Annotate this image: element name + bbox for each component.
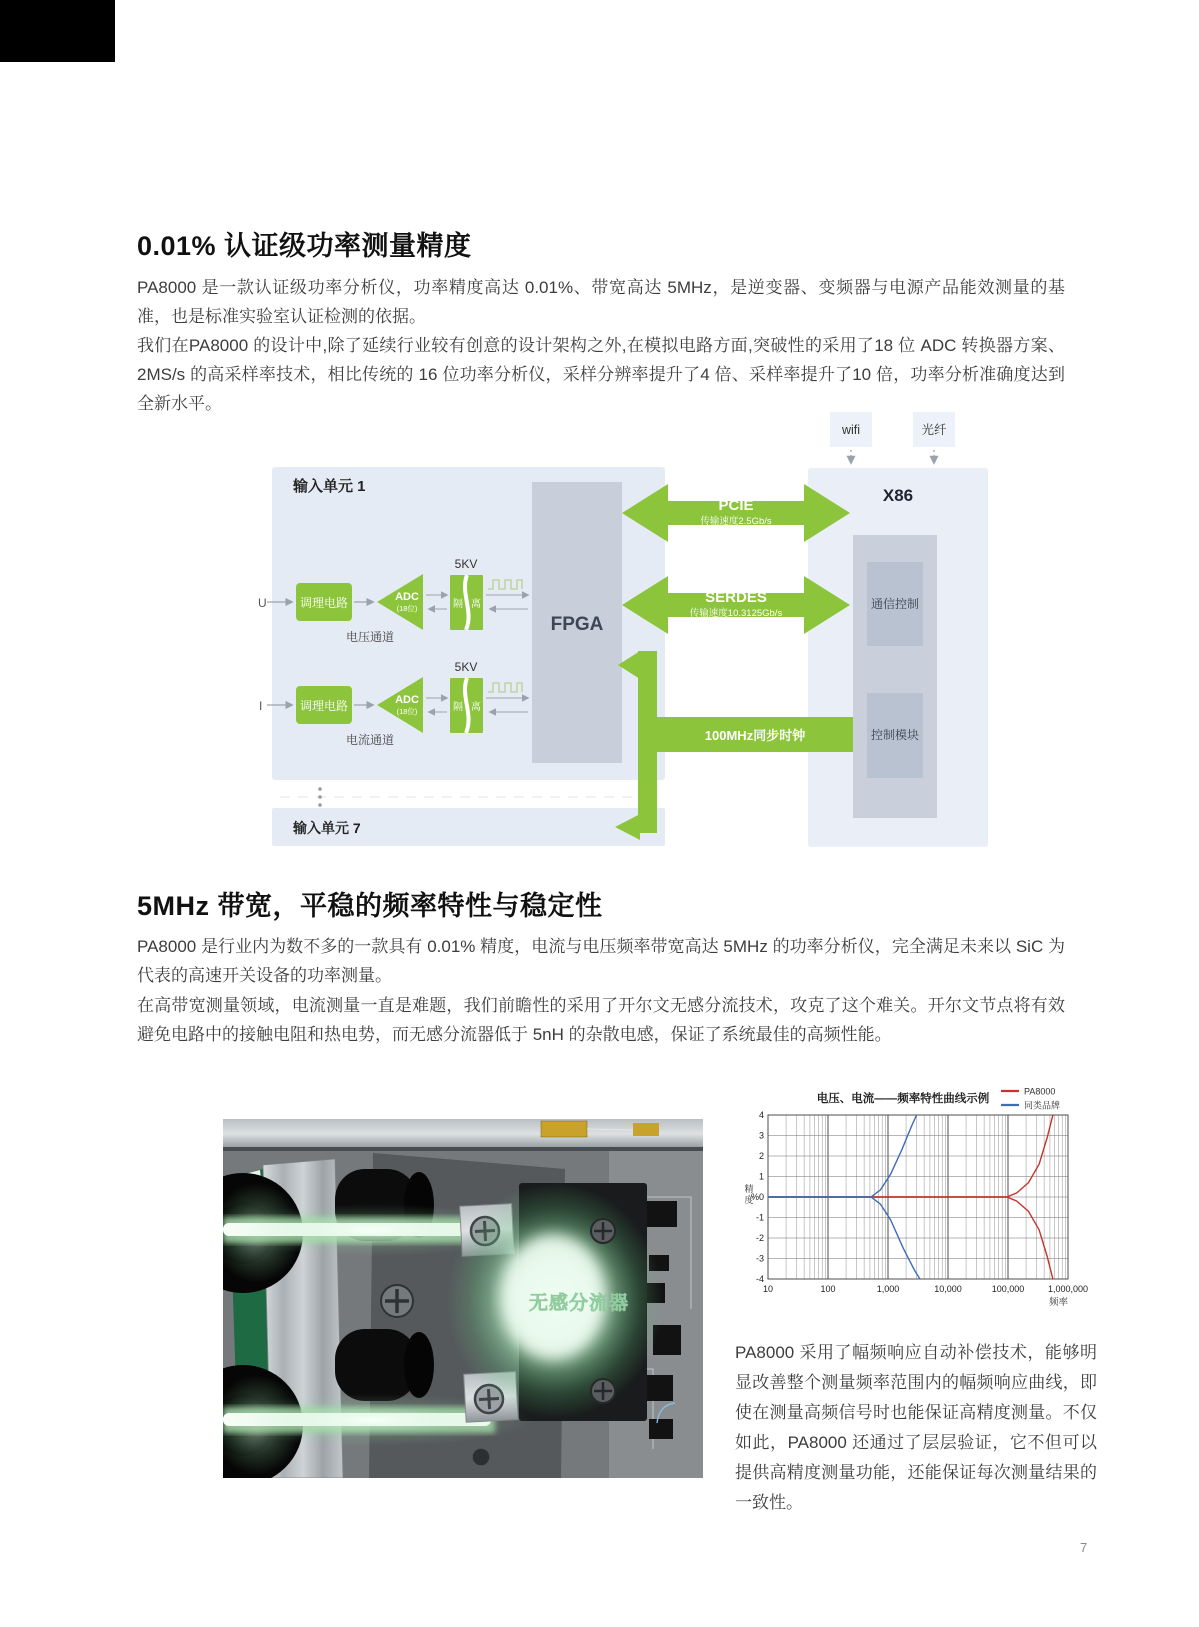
fpga-label: FPGA xyxy=(550,614,604,635)
aside-para: PA8000 采用了幅频响应自动补偿技术，能够明显改善整个测量频率范围内的幅频响应曲线，即使在测量高频信号时也能保证高精度测量。不仅如此，PA8000 还通过了层层验证，它不但可以提供高精度测量功能，还能保证每次测量结果的一致性。 xyxy=(735,1343,1097,1512)
svg-text:10: 10 xyxy=(762,1284,774,1294)
square-wave-glyph xyxy=(488,580,522,589)
fiber-box xyxy=(913,412,955,463)
yellow-connector xyxy=(541,1121,587,1137)
square-wave-glyph xyxy=(488,683,522,692)
svg-text:1,000,000: 1,000,000 xyxy=(1047,1284,1089,1294)
section1-para2: 我们在PA8000 的设计中,除了延续行业较有创意的设计架构之外,在模拟电路方面,突破性的采用了18 位 ADC 转换器方案、2MS/s 的高采样率技术，相比传统的 16 位功率分析仪，采样分辨率提升了4 倍、采样率提升了10 倍，功率分析准确度达到全新水平。 xyxy=(137,336,1065,413)
svg-text:2: 2 xyxy=(758,1151,764,1161)
comm-control-label: 通信控制 xyxy=(870,597,920,611)
svg-text:调理电路: 调理电路 xyxy=(299,596,349,610)
svg-text:1,000: 1,000 xyxy=(876,1284,900,1294)
svg-text:-2: -2 xyxy=(755,1233,764,1243)
svg-text:(18位): (18位) xyxy=(396,604,418,613)
wifi-box xyxy=(830,412,872,463)
isolation-voltage-label: 5KV xyxy=(454,557,478,571)
svg-text:%0: %0 xyxy=(750,1192,764,1202)
u-input-label: U xyxy=(258,596,267,610)
input-unit-7-label: 输入单元 7 xyxy=(293,820,361,836)
top-rail xyxy=(223,1119,703,1149)
svg-text:100: 100 xyxy=(820,1284,836,1294)
section1-title: 0.01% 认证级功率测量精度 xyxy=(137,231,472,261)
svg-text:电压、电流——频率特性曲线示例: 电压、电流——频率特性曲线示例 xyxy=(816,1093,990,1105)
svg-text:PA8000: PA8000 xyxy=(1024,1086,1056,1097)
svg-text:-3: -3 xyxy=(755,1253,764,1264)
wifi-label: wifi xyxy=(841,423,861,437)
yellow-connector xyxy=(633,1123,659,1136)
svg-text:隔: 隔 xyxy=(453,599,463,610)
svg-text:精: 精 xyxy=(744,1184,754,1194)
frequency-response-chart xyxy=(735,1082,1115,1312)
svg-text:-4: -4 xyxy=(755,1274,764,1284)
fpga-block xyxy=(532,482,622,763)
svg-text:1: 1 xyxy=(758,1171,764,1182)
serdes-arrow xyxy=(622,576,850,634)
svg-text:3: 3 xyxy=(758,1130,764,1141)
svg-text:4: 4 xyxy=(758,1110,764,1120)
svg-text:离: 离 xyxy=(471,702,481,713)
svg-text:传输速度10.3125Gb/s: 传输速度10.3125Gb/s xyxy=(689,608,783,619)
svg-text:10,000: 10,000 xyxy=(934,1284,962,1294)
svg-text:PCIE: PCIE xyxy=(718,497,754,514)
section2-para2: 在高带宽测量领域，电流测量一直是难题，我们前瞻性的采用了开尔文无感分流技术，攻克了这个难关。开尔文节点将有效避免电路中的接触电阻和热电势，而无感分流器低于 5nH 的杂散电感，保证了系统最佳的高频性能。 xyxy=(137,996,1065,1044)
pcie-arrow xyxy=(622,484,850,542)
x86-block xyxy=(808,468,988,847)
svg-text:调理电路: 调理电路 xyxy=(299,699,349,713)
architecture-diagram xyxy=(250,405,995,855)
svg-text:隔: 隔 xyxy=(453,702,463,713)
svg-text:传输速度2.5Gb/s: 传输速度2.5Gb/s xyxy=(700,516,772,527)
current-channel-label: 电流通道 xyxy=(345,733,395,747)
input-unit-7-box xyxy=(272,808,665,846)
svg-text:SERDES: SERDES xyxy=(705,589,767,606)
input-unit-1-label: 输入单元 1 xyxy=(293,478,366,495)
svg-text:同类品牌: 同类品牌 xyxy=(1024,1100,1061,1111)
i-input-label: I xyxy=(259,699,263,713)
product-photo xyxy=(223,1119,703,1478)
svg-text:(18位): (18位) xyxy=(396,707,418,716)
svg-text:-1: -1 xyxy=(755,1212,764,1223)
x86-label: X86 xyxy=(882,486,914,505)
page-number: 7 xyxy=(1080,1540,1088,1555)
section2-para1: PA8000 是行业内为数不多的一款具有 0.01% 精度，电流与电压频率带宽高达 5MHz 的功率分析仪，完全满足未来以 SiC 为代表的高速开关设备的功率测量。 xyxy=(137,937,1065,985)
svg-text:频率: 频率 xyxy=(1048,1297,1068,1308)
photo-caption: 无感分流器 xyxy=(529,1293,630,1314)
svg-text:100,000: 100,000 xyxy=(991,1284,1025,1294)
fiber-label: 光纤 xyxy=(921,423,947,437)
svg-text:度: 度 xyxy=(744,1195,754,1205)
section2-title: 5MHz 带宽，平稳的频率特性与稳定性 xyxy=(137,891,603,921)
corner-mark xyxy=(0,0,115,62)
ellipsis-dots xyxy=(318,787,322,807)
svg-text:ADC: ADC xyxy=(395,591,419,603)
clock-label: 100MHz同步时钟 xyxy=(704,728,806,743)
isolation-voltage-label: 5KV xyxy=(454,660,478,674)
section1-para1: PA8000 是一款认证级功率分析仪，功率精度高达 0.01%、带宽高达 5MHz，是逆变器、变频器与电源产品能效测量的基准，也是标准实验室认证检测的依据。 xyxy=(137,278,1065,326)
control-module-label: 控制模块 xyxy=(870,728,920,742)
svg-text:离: 离 xyxy=(471,599,481,610)
voltage-channel-label: 电压通道 xyxy=(345,630,395,644)
svg-text:ADC: ADC xyxy=(395,694,419,706)
